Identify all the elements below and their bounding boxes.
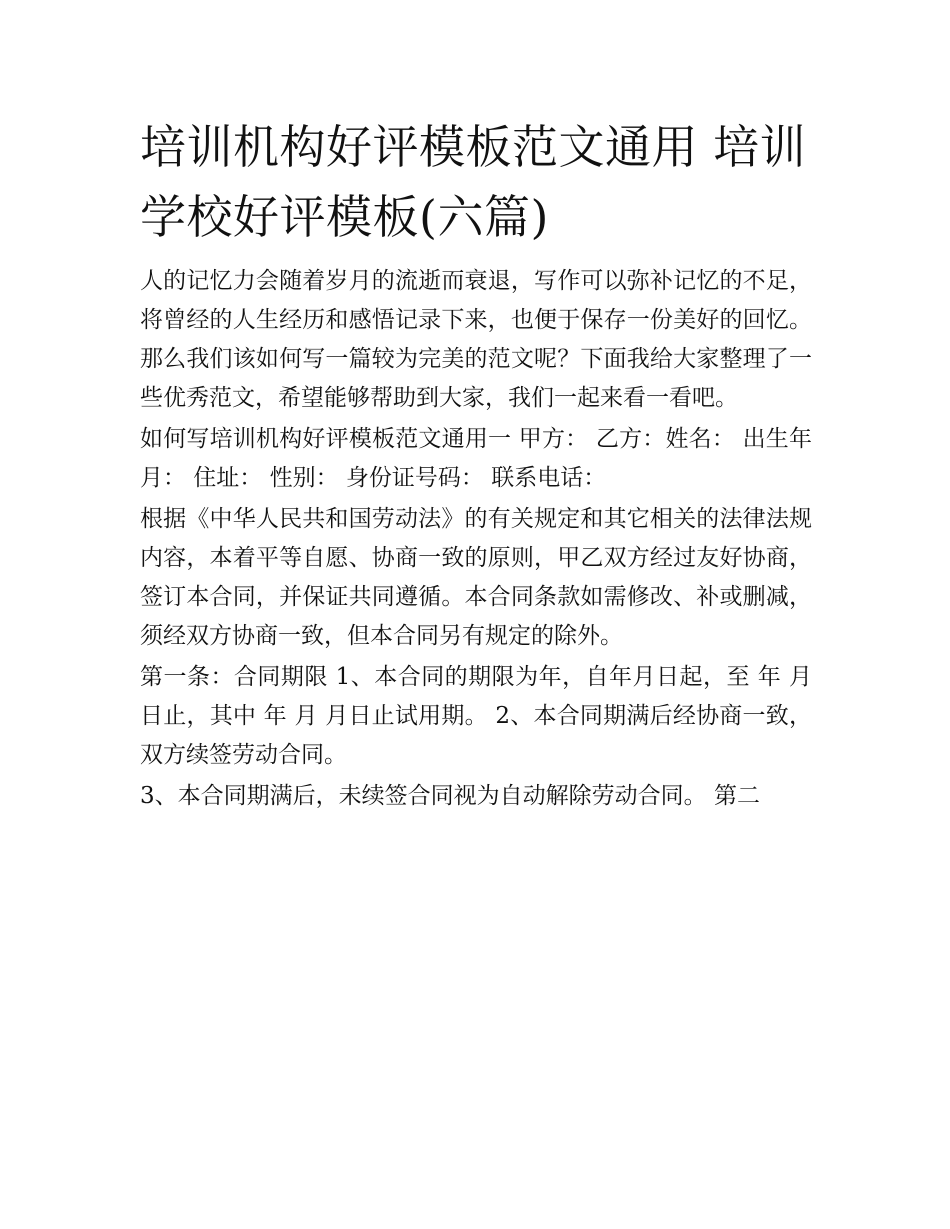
- intro-paragraph: 人的记忆力会随着岁月的流逝而衰退，写作可以弥补记忆的不足，将曾经的人生经历和感悟记录下来，也便于保存一份美好的回忆。那么我们该如何写一篇较为完美的范文呢？下面我给大家整理了一些优秀范文，希望能够帮助到大家，我们一起来看一看吧。: [140, 268, 812, 411]
- document-title: 培训机构好评模板范文通用 培训学校好评模板(六篇): [140, 120, 807, 244]
- document-page: [140, 112, 812, 818]
- article-one-item-three-paragraph: 3、本合同期满后，未续签合同视为自动解除劳动合同。 第二: [140, 783, 760, 809]
- parties-paragraph: 如何写培训机构好评模板范文通用一 甲方： 乙方：姓名： 出生年月： 住址： 性别： 身份证号码： 联系电话：: [140, 426, 812, 491]
- article-one-paragraph: 第一条：合同期限 1、本合同的期限为年，自年月日起，至 年 月 日止，其中 年 月 月日止试用期。 2、本合同期满后经协商一致，双方续签劳动合同。: [140, 664, 812, 768]
- basis-paragraph: 根据《中华人民共和国劳动法》的有关规定和其它相关的法律法规内容，本着平等自愿、协商一致的原则，甲乙双方经过友好协商，签订本合同，并保证共同遵循。本合同条款如需修改、补或删减，须经双方协商一致，但本合同另有规定的除外。: [140, 506, 812, 649]
